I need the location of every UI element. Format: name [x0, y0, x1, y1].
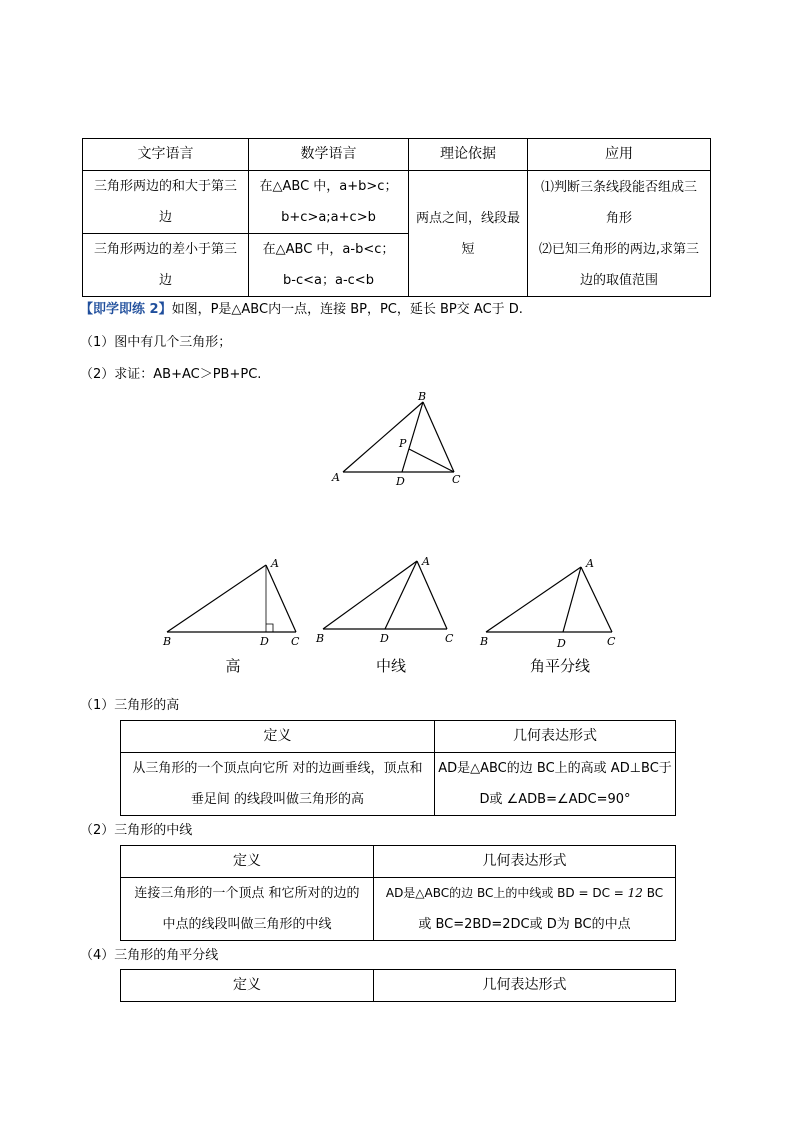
side-ab: [343, 402, 423, 472]
altitude-triangle: [162, 557, 300, 648]
med-label-b: B: [316, 632, 325, 645]
median-header-def: 定义: [121, 846, 374, 878]
triangle-figure-p: [320, 385, 480, 490]
med-label-a: A: [422, 555, 430, 568]
bis-label-c: C: [607, 635, 616, 648]
label-c: C: [452, 473, 461, 486]
header-basis: 理论依据: [409, 139, 528, 171]
application-cell: ⑴判断三条线段能否组成三 角形 ⑵已知三角形的两边,求第三 边的取值范围: [528, 171, 711, 297]
basis-cell: 两点之间，线段最 短: [409, 171, 528, 297]
alt-label-a: A: [271, 557, 279, 570]
label-a: A: [332, 471, 340, 484]
segment-pc: [409, 449, 454, 472]
comparison-table: [82, 138, 711, 297]
median-definition: 连接三角形的一个顶点 和它所对的边的 中点的线段叫做三角形的中线: [121, 878, 374, 941]
bisector-table: [120, 969, 676, 1002]
altitude-header-def: 定义: [121, 721, 435, 753]
exercise-tag: 【即学即练 2】: [80, 302, 172, 317]
alt-label-b: B: [163, 635, 172, 648]
altitude-definition: 从三角形的一个顶点向它所 对的边画垂线，顶点和 垂足间 的线段叫做三角形的高: [121, 753, 435, 816]
triangle-types-figure: [150, 550, 630, 650]
alt-label-d: D: [260, 635, 269, 648]
exercise-text: 如图，P是△ABC内一点，连接 BP，PC，延长 BP交 AC于 D.: [171, 302, 523, 317]
median-header-expr: 几何表达形式: [374, 846, 676, 878]
exercise-intro: [80, 301, 523, 319]
section-altitude-title: （1）三角形的高: [80, 698, 180, 713]
label-d: D: [396, 475, 405, 488]
row2-text: 三角形两边的差小于第三 边: [83, 234, 249, 297]
header-math-lang: 数学语言: [249, 139, 409, 171]
caption-median: 中线: [375, 657, 406, 675]
bis-label-a: A: [586, 557, 594, 570]
row1-math: 在△ABC 中，a+b>c； b+c>a;a+c>b: [249, 171, 409, 234]
altitude-expression: AD是△ABC的边 BC上的高或 AD⊥BC于 D或 ∠ADB=∠ADC=90°: [435, 753, 676, 816]
label-b: B: [418, 390, 427, 403]
bisector-triangle: [479, 557, 616, 650]
median-table: [120, 845, 676, 941]
row1-text: 三角形两边的和大于第三 边: [83, 171, 249, 234]
bis-label-d: D: [557, 637, 566, 650]
header-application: 应用: [528, 139, 711, 171]
section-bisector-title: （4）三角形的角平分线: [80, 948, 219, 963]
alt-label-c: C: [291, 635, 300, 648]
header-text-lang: 文字语言: [83, 139, 249, 171]
caption-bisector: 角平分线: [529, 657, 590, 675]
row2-math: 在△ABC 中，a-b<c； b-c<a；a-c<b: [249, 234, 409, 297]
section-median-title: （2）三角形的中线: [80, 823, 193, 838]
altitude-table: [120, 720, 676, 816]
bisector-header-expr: 几何表达形式: [374, 970, 676, 1002]
med-label-d: D: [380, 632, 389, 645]
caption-altitude: 高: [225, 657, 241, 675]
bisector-header-def: 定义: [121, 970, 374, 1002]
question-1: （1）图中有几个三角形；: [80, 335, 232, 350]
altitude-header-expr: 几何表达形式: [435, 721, 676, 753]
question-2: （2）求证：AB+AC＞PB+PC.: [80, 367, 262, 382]
bis-label-b: B: [480, 635, 489, 648]
label-p: P: [399, 437, 407, 450]
median-expression: AD是△ABC的边 BC上的中线或 BD = DC = 12 BC 或 BC=2BD=2DC或 D为 BC的中点: [374, 878, 676, 941]
med-label-c: C: [445, 632, 454, 645]
median-triangle: [315, 555, 454, 645]
side-bc: [423, 402, 454, 472]
